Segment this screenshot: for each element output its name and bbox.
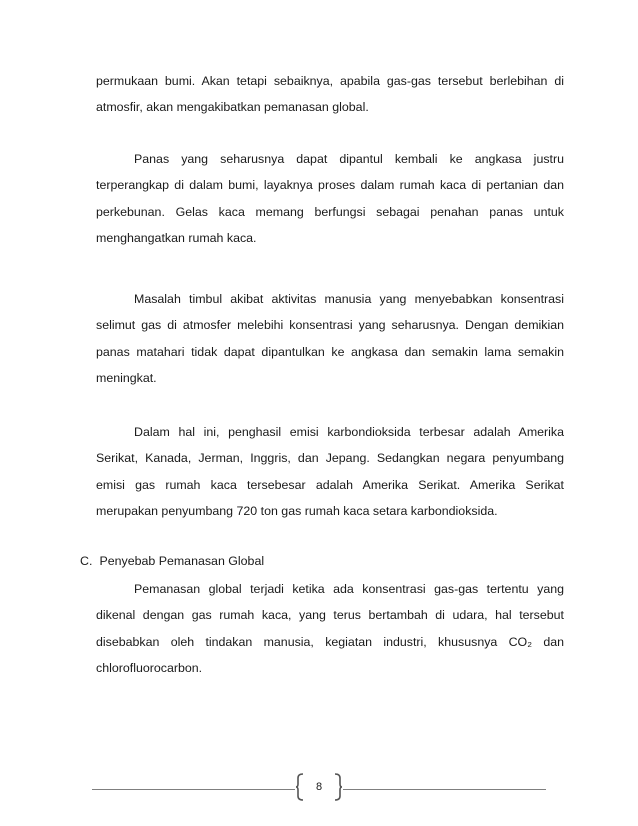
section-title: Penyebab Pemanasan Global [99,554,265,568]
section-heading [80,548,264,574]
page-number: 8 [315,781,323,793]
section-letter: C. [80,554,93,568]
paragraph-greenhouse-effect: Panas yang seharusnya dapat dipantul kembali ke angkasa justru terperangkap di dalam bumi, layaknya proses dalam rumah kaca di pertanian dan perkebunan. Gelas kaca memang berfungsi sebagai penahan panas untuk menghangatkan rumah kaca. [96,152,564,245]
paragraph-human-activity: Masalah timbul akibat aktivitas manusia yang menyebabkan konsentrasi selimut gas di atmosfer melebihi konsentrasi yang seharusnya. Dengan demikian panas matahari tidak dapat dipantulkan ke angkasa dan semakin lama semakin meningkat. [96,292,564,385]
paragraph-continuation: permukaan bumi. Akan tetapi sebaiknya, apabila gas-gas tersebut berlebihan di atmosfir, akan mengakibatkan pemanasan global. [96,74,564,115]
paragraph-emitters: Dalam hal ini, penghasil emisi karbondioksida terbesar adalah Amerika Serikat, Kanada, Jerman, Inggris, dan Jepang. Sedangkan negara penyumbang emisi gas rumah kaca tersebesar adalah Amerika Serikat. Amerika Serikat merupakan penyumbang 720 ton gas rumah kaca setara karbondioksida. [96,425,564,518]
paragraph-causes: Pemanasan global terjadi ketika ada konsentrasi gas-gas tertentu yang dikenal dengan gas rumah kaca, yang terus bertambah di udara, hal tersebut disebabkan oleh tindakan manusia, kegiatan industri, khususnya CO₂ dan chlorofluorocarbon. [96,582,564,675]
right-bracket-ornament [333,773,343,801]
footer-rule-right [343,789,546,790]
footer-rule-left [92,789,295,790]
left-bracket-ornament [295,773,305,801]
